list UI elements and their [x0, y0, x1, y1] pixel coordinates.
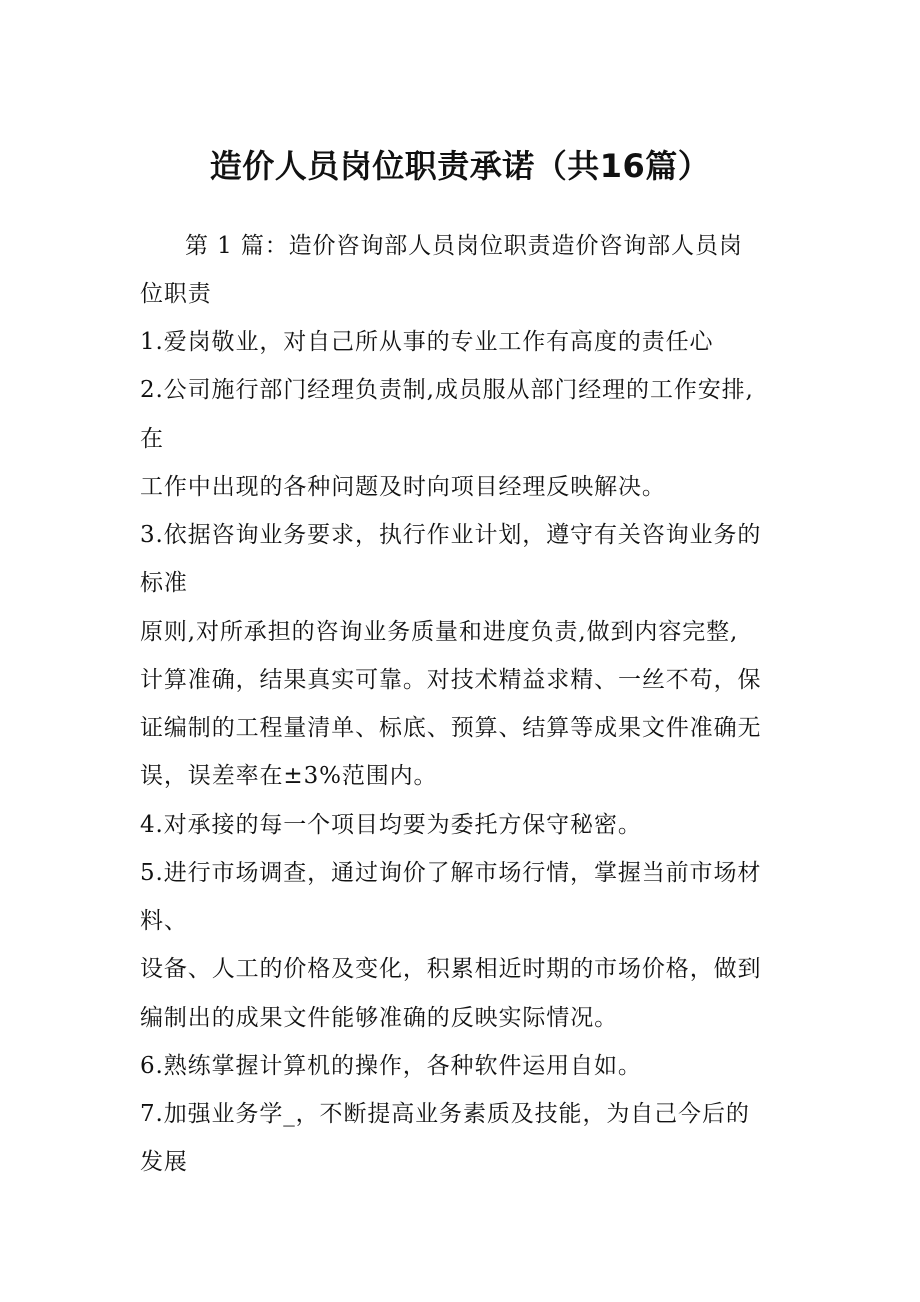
paragraph-line: 第 1 篇：造价咨询部人员岗位职责造价咨询部人员岗 — [185, 233, 743, 259]
paragraph-line: 位职责 — [140, 281, 212, 307]
paragraph-line: 5.进行市场调查，通过询价了解市场行情，掌握当前市场材 — [140, 860, 762, 886]
paragraph-line: 工作中出现的各种问题及时向项目经理反映解决。 — [140, 474, 666, 500]
paragraph-line: 1.爱岗敬业，对自己所从事的专业工作有高度的责任心 — [140, 329, 714, 355]
paragraph-line: 发展 — [140, 1149, 188, 1175]
paragraph-line: 误，误差率在±3%范围内。 — [140, 763, 438, 789]
paragraph-line: 证编制的工程量清单、标底、预算、结算等成果文件准确无 — [140, 715, 762, 741]
document-title: 造价人员岗位职责承诺（共16篇） — [209, 147, 711, 185]
paragraph-line: 设备、人工的价格及变化，积累相近时期的市场价格，做到 — [140, 956, 762, 982]
paragraph-line: 料、 — [140, 908, 188, 934]
paragraph-line: 4.对承接的每一个项目均要为委托方保守秘密。 — [140, 812, 642, 838]
paragraph-line: 原则,对所承担的咨询业务质量和进度负责,做到内容完整, — [140, 619, 739, 645]
paragraph-line: 计算准确，结果真实可靠。对技术精益求精、一丝不苟，保 — [140, 667, 762, 693]
paragraph-line: 7.加强业务学_，不断提高业务素质及技能，为自己今后的 — [140, 1101, 750, 1127]
paragraph-line: 标准 — [140, 570, 188, 596]
paragraph-line: 3.依据咨询业务要求，执行作业计划，遵守有关咨询业务的 — [140, 522, 762, 548]
paragraph-line: 2.公司施行部门经理负责制,成员服从部门经理的工作安排, — [140, 377, 754, 403]
paragraph-line: 6.熟练掌握计算机的操作，各种软件运用自如。 — [140, 1053, 642, 1079]
paragraph-line: 在 — [140, 426, 164, 452]
paragraph-line: 编制出的成果文件能够准确的反映实际情况。 — [140, 1005, 618, 1031]
